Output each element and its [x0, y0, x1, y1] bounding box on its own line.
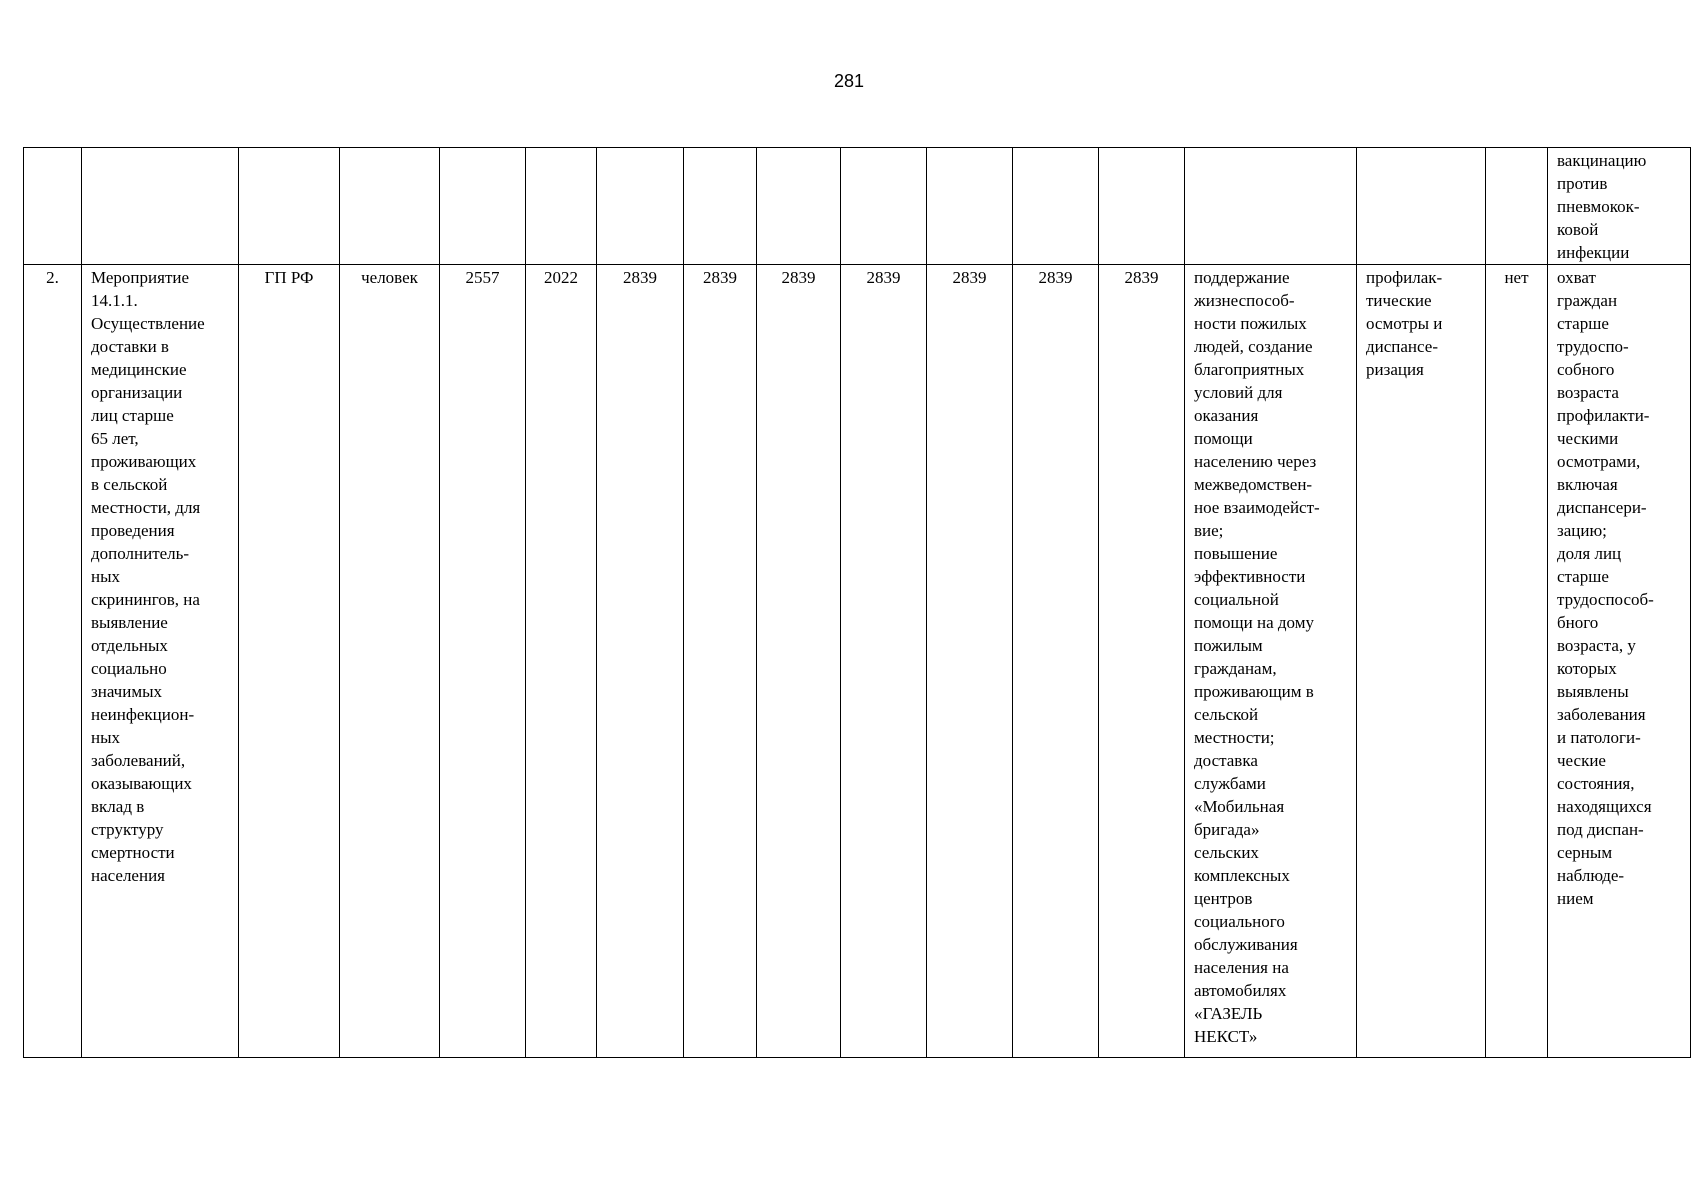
- cell-value: 2839: [597, 265, 684, 1058]
- cell-flag: нет: [1486, 265, 1548, 1058]
- cell-empty: [340, 148, 440, 265]
- cell-empty: [239, 148, 340, 265]
- cell-value: 2839: [684, 265, 757, 1058]
- cell-empty: [757, 148, 841, 265]
- cell-value: 2839: [1013, 265, 1099, 1058]
- cell-indicator-continued: вакцинацию против пневмокок- ковой инфекции: [1548, 148, 1691, 265]
- cell-empty: [597, 148, 684, 265]
- table-row: [24, 265, 1691, 1058]
- cell-source: ГП РФ: [239, 265, 340, 1058]
- cell-empty: [24, 148, 82, 265]
- cell-empty: [82, 148, 239, 265]
- page-number: 281: [833, 71, 865, 91]
- cell-year: 2022: [526, 265, 597, 1058]
- cell-row-number: 2.: [24, 265, 82, 1058]
- cell-unit: человек: [340, 265, 440, 1058]
- cell-empty: [1013, 148, 1099, 265]
- cell-empty: [1486, 148, 1548, 265]
- cell-indicator: охват граждан старше трудоспо- собного возраста профилакти- ческими осмотрами, включая диспансери- зацию; доля лиц старше трудоспособ- бного возраста, у которых выявлены заболевания и патологи- ческие состояния, находящихся под диспан- серным наблюде- нием: [1548, 265, 1691, 1058]
- cell-base-value: 2557: [440, 265, 526, 1058]
- cell-value: 2839: [927, 265, 1013, 1058]
- cell-empty: [1099, 148, 1185, 265]
- cell-value: 2839: [841, 265, 927, 1058]
- cell-direction: профилак- тические осмотры и диспансе- ризация: [1357, 265, 1486, 1058]
- cell-empty: [1357, 148, 1486, 265]
- cell-empty: [684, 148, 757, 265]
- table-row-continued: [24, 148, 1691, 265]
- cell-empty: [526, 148, 597, 265]
- cell-description: поддержание жизнеспособ- ности пожилых людей, создание благоприятных условий для оказания помощи населению через межведомствен- ное взаимодейст- вие; повышение эффективности социальной помощи на дому пожилым гражданам, проживающим в сельской местности; доставка службами «Мобильная бригада» сельских комплексных центров социального обслуживания населения на автомобилях «ГАЗЕЛЬ НЕКСТ»: [1185, 265, 1357, 1058]
- cell-empty: [927, 148, 1013, 265]
- cell-empty: [841, 148, 927, 265]
- cell-empty: [440, 148, 526, 265]
- cell-value: 2839: [1099, 265, 1185, 1058]
- cell-event: Мероприятие 14.1.1. Осуществление доставки в медицинские организации лиц старше 65 лет, проживающих в сельской местности, для проведения дополнитель- ных скринингов, на выявление отдельных социально значимых неинфекцион- ных заболеваний, оказывающих вклад в структуру смертности населения: [82, 265, 239, 1058]
- cell-empty: [1185, 148, 1357, 265]
- cell-value: 2839: [757, 265, 841, 1058]
- measures-table: [23, 147, 1691, 1058]
